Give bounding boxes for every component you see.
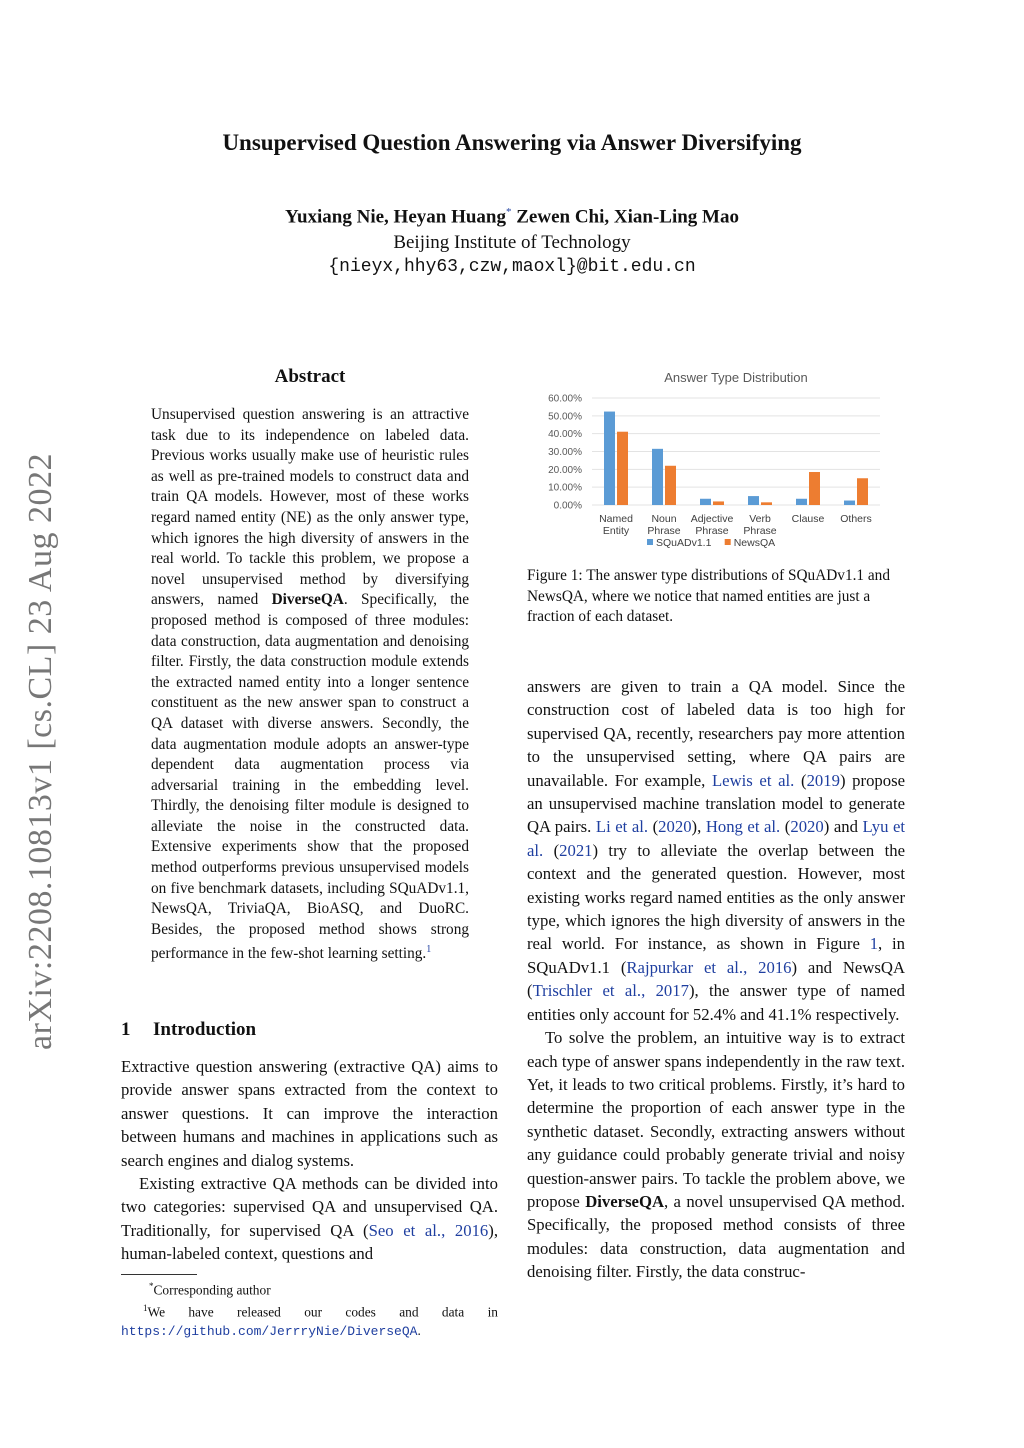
bar-squadv1-1 xyxy=(844,501,855,505)
y-tick-label: 40.00% xyxy=(548,429,582,441)
citation-trischler[interactable]: Trischler et al., 2017 xyxy=(532,981,689,1001)
citation-lewis-year[interactable]: 2019 xyxy=(806,770,840,790)
x-tick-label: Phrase xyxy=(647,525,681,537)
bar-newsqa xyxy=(617,432,628,505)
bar-newsqa xyxy=(665,466,676,505)
text-span: ( xyxy=(794,770,807,790)
footnote-text: . xyxy=(417,1322,421,1338)
section-heading-introduction xyxy=(121,1019,256,1041)
x-tick-label: Named xyxy=(599,513,633,525)
abstract-part-2: . Specifically, the proposed method is composed of three modules: data construction, data augmentation and denoising filter. Firstly, the data construction module extends the extracted named entity into a longer sentence constituent as the new answer span to construct a QA dataset with diverse answers. Secondly, the data augmentation module adopts an answer-type dependent data augmentation process via adversarial training in the embedding level. Thirdly, the denoising filter module is designed to alleviate the noise in the constructed data. Extensive experiments show that the proposed method outperforms previous unsupervised models on five benchmark datasets, including SQuADv1.1, NewsQA, TriviaQA, BioASQ, and DuoRC. Besides, the proposed method shows strong performance in the few-shot learning setting. xyxy=(151,591,469,963)
abstract-heading: Abstract xyxy=(274,366,346,387)
method-name: DiverseQA xyxy=(271,591,344,609)
text-span: , in SQuADv1.1 ( xyxy=(527,934,905,977)
y-tick-label: 50.00% xyxy=(548,411,582,423)
section-number: 1 xyxy=(121,1019,131,1040)
x-tick-label: Clause xyxy=(791,513,825,525)
text-span: ), the answer type of named entities only account for 52.4% and 41.1% respectively. xyxy=(527,981,905,1024)
x-tick-label: Noun xyxy=(651,513,677,525)
footnote-mark-1[interactable]: 1 xyxy=(426,944,432,956)
bar-newsqa xyxy=(761,502,772,505)
bar-newsqa xyxy=(809,472,820,505)
citation-li[interactable]: Li et al. xyxy=(595,817,649,837)
code-link[interactable]: https://github.com/JerrryNie/DiverseQA xyxy=(121,1323,418,1339)
text-span: ( xyxy=(780,817,791,837)
answer-type-chart xyxy=(540,366,895,556)
text-span: ) try to alleviate the overlap between the context and the generated question. However, most existing works regard named entities as the only answer type, which ignores the high diversity of answers in the real world. For instance, as shown in Figure xyxy=(527,840,906,954)
abstract-part-1: Unsupervised question answering is an attractive task due to its independence on labeled data. Previous works usually make use of heuristic rules as well as pre-trained models to construct data and train QA models. However, most of these works regard named entity (NE) as the only answer type, which ignores the high diversity of answers in the real world. To tackle this problem, we propose a novel unsupervised method by diversifying answers, named xyxy=(151,406,469,609)
footnote-corresponding xyxy=(121,1277,498,1299)
y-tick-label: 0.00% xyxy=(553,500,582,512)
citation-hong[interactable]: Hong et al. xyxy=(705,817,781,837)
footnote-divider xyxy=(121,1274,197,1275)
y-tick-label: 30.00% xyxy=(548,447,582,458)
bar-squadv1-1 xyxy=(604,412,615,505)
legend-label: SQuADv1.1 xyxy=(656,537,712,549)
citation-lewis[interactable]: Lewis et al. xyxy=(711,770,795,790)
author-emails: {nieyx,hhy63,czw,maoxl}@bit.edu.cn xyxy=(328,257,696,277)
text-span: , a novel unsupervised QA method. Specifically, the proposed method consists of three modules: data construction, data augmentation and denoising filter. Firstly, the data construc- xyxy=(527,1191,905,1282)
text-span: ) and xyxy=(823,817,863,837)
text-span: ), human-labeled context, questions and xyxy=(121,1220,498,1264)
footnote-mark: 1 xyxy=(143,1303,148,1314)
text-span: ( xyxy=(648,817,659,837)
legend-swatch xyxy=(725,539,731,545)
arxiv-stamp: arXiv:2208.10813v1 [cs.CL] 23 Aug 2022 xyxy=(22,453,59,1050)
section-title: Introduction xyxy=(153,1019,257,1040)
method-name: DiverseQA xyxy=(585,1191,664,1211)
citation-li-year[interactable]: 2020 xyxy=(658,817,692,837)
corresponding-mark[interactable]: * xyxy=(506,206,512,218)
author-names-rest: Zewen Chi, Xian-Ling Mao xyxy=(511,206,739,228)
bar-squadv1-1 xyxy=(748,496,759,505)
y-tick-label: 60.00% xyxy=(548,393,582,405)
text-span: ), xyxy=(691,817,706,837)
x-tick-label: Entity xyxy=(602,525,630,537)
affiliation: Beijing Institute of Technology xyxy=(393,232,631,253)
text-span: ( xyxy=(543,840,560,860)
chart-title: Answer Type Distribution xyxy=(664,370,808,385)
paper-title: Unsupervised Question Answering via Answer Diversifying xyxy=(222,130,802,155)
bar-squadv1-1 xyxy=(652,449,663,505)
text-span: ) propose an unsupervised machine translation model to generate QA pairs. xyxy=(527,770,906,837)
legend-label: NewsQA xyxy=(733,537,776,549)
figure-ref[interactable]: 1 xyxy=(869,934,879,954)
x-tick-label: Phrase xyxy=(695,525,729,537)
intro-paragraph-1: Extractive question answering (extractive QA) aims to provide answer spans extracted from the context to answer questions. It can improve the interaction between humans and machines in applications such as search engines and dialog systems. xyxy=(121,1057,498,1170)
footnote-mark: * xyxy=(149,1281,154,1291)
footnote-text: We have released our codes and data in xyxy=(147,1304,498,1320)
bar-newsqa xyxy=(857,478,868,505)
text-span: To solve the problem, an intuitive way is to extract each type of answer spans independently in the raw text. Yet, it leads to two critical problems. Firstly, it’s hard to determine the proportion of each answer type in the synthetic dataset. Secondly, extracting answers without any guidance could probably generate trivial and noisy question-answer pairs. To tackle the problem above, we propose xyxy=(527,1028,905,1211)
bar-squadv1-1 xyxy=(796,499,807,505)
right-column-body xyxy=(527,675,905,1284)
citation-lyu[interactable]: Lyu et al. xyxy=(527,817,905,860)
y-tick-label: 10.00% xyxy=(548,482,582,494)
text-span: Existing extractive QA methods can be divided into two categories: supervised QA and unsupervised QA. Traditionally, for supervised QA ( xyxy=(121,1174,498,1240)
citation-hong-year[interactable]: 2020 xyxy=(790,817,824,837)
right-paragraph-2 xyxy=(527,1026,905,1283)
y-tick-label: 20.00% xyxy=(548,464,582,476)
x-tick-label: Others xyxy=(840,513,872,525)
figure-caption: Figure 1: The answer type distributions of SQuADv1.1 and NewsQA, where we notice that named entities are just a fraction of each dataset. xyxy=(527,567,890,626)
author-names: Yuxiang Nie, Heyan Huang xyxy=(284,206,506,228)
citation-rajpurkar[interactable]: Rajpurkar et al., 2016 xyxy=(626,957,792,977)
citation-seo[interactable]: Seo et al., 2016 xyxy=(368,1220,489,1240)
footnote-code xyxy=(121,1299,498,1340)
x-tick-label: Phrase xyxy=(743,525,777,537)
intro-paragraph-2 xyxy=(121,1172,498,1266)
author-list xyxy=(0,206,1024,228)
right-paragraph-1 xyxy=(527,675,905,1026)
bar-squadv1-1 xyxy=(700,499,711,505)
citation-lyu-year[interactable]: 2021 xyxy=(559,840,593,860)
legend-swatch xyxy=(647,539,653,545)
x-tick-label: Verb xyxy=(749,513,771,525)
abstract-text xyxy=(151,405,469,965)
x-tick-label: Adjective xyxy=(690,513,734,525)
footnote-text: Corresponding author xyxy=(153,1282,271,1298)
left-column-body xyxy=(121,1055,498,1266)
bar-newsqa xyxy=(713,501,724,505)
text-span: answers are given to train a QA model. Since the construction cost of labeled data is too high for supervised QA, recently, researchers pay more attention to the unsupervised setting, where QA pairs are unavailable. For example, xyxy=(527,677,905,790)
footnotes xyxy=(121,1277,498,1341)
text-span: ) and NewsQA ( xyxy=(527,957,905,1001)
